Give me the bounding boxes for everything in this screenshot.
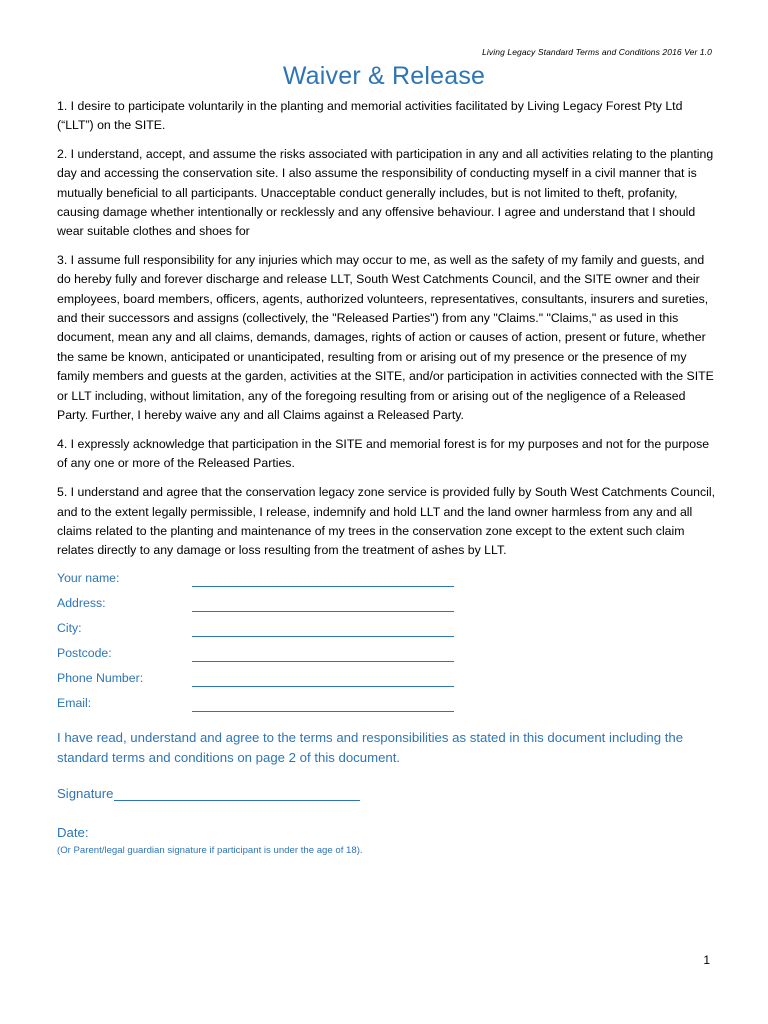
signature-block	[57, 786, 360, 801]
clause-4: 4. I expressly acknowledge that participation in the SITE and memorial forest is for my purposes and not for the purpose of any one or more of the Released Parties.	[57, 436, 710, 470]
clause-3: 3. I assume full responsibility for any injuries which may occur to me, as well as the safety of my family and guests, and do hereby fully and forever discharge and release LLT, South West Catchments Council, and the SITE owner and their employees, board members, officers, agents, authorized volunteers, representatives, consultants, insurers and sureties, and their successors and assigns (collectively, the "Released Parties") from any "Claims." "Claims," as used in this document, mean any and all claims, demands, damages, rights of action or causes of action, present or future, whether the same be known, anticipated or unanticipated, resulting from or arising out of my presence or the presence of my family members and guests at the garden, activities at the SITE, and/or participation in activities connected with the SITE or LLT including, without limitation, any of the foregoing resulting from or arising out of the negligence of a Released Party. Further, I hereby waive any and all Claims against a Released Party.	[57, 252, 714, 423]
page-number: 1	[703, 953, 710, 967]
date-label: Date:	[57, 825, 89, 840]
signature-label: Signature	[57, 786, 114, 801]
postcode-label: Postcode:	[57, 645, 112, 660]
form-row-email	[57, 690, 477, 715]
page-title: Waiver & Release	[282, 62, 486, 90]
name-field[interactable]	[192, 573, 454, 587]
form-row-phone	[57, 665, 477, 690]
signature-field[interactable]	[114, 786, 360, 801]
participant-form	[57, 565, 477, 715]
phone-label: Phone Number:	[57, 670, 144, 685]
email-label: Email:	[57, 695, 92, 710]
form-row-name	[57, 565, 477, 590]
form-row-city	[57, 615, 477, 640]
name-label: Your name:	[57, 570, 120, 585]
clause-2: 2. I understand, accept, and assume the risks associated with participation in any and all activities relating to the planting day and accessing the conservation site. I also assume the responsibility of conducting myself in a civil manner that is mutually beneficial to all participants. Unacceptable conduct generally includes, but is not limited to theft, profanity, causing damage whether intentionally or recklessly and any offensive behaviour. I agree and understand that I should wear suitable clothes and shoes for	[57, 146, 714, 239]
address-field[interactable]	[192, 598, 454, 612]
phone-field[interactable]	[192, 673, 454, 687]
header-version-note: Living Legacy Standard Terms and Conditions 2016 Ver 1.0	[482, 47, 712, 57]
email-field[interactable]	[192, 698, 454, 712]
city-label: City:	[57, 620, 82, 635]
address-label: Address:	[57, 595, 106, 610]
clauses-section	[57, 97, 717, 569]
city-field[interactable]	[192, 623, 454, 637]
form-row-postcode	[57, 640, 477, 665]
guardian-note: (Or Parent/legal guardian signature if participant is under the age of 18).	[57, 845, 363, 856]
clause-1: 1. I desire to participate voluntarily in the planting and memorial activities facilitated by Living Legacy Forest Pty Ltd (“LLT”) on the SITE.	[57, 99, 683, 133]
form-row-address	[57, 590, 477, 615]
postcode-field[interactable]	[192, 648, 454, 662]
clause-5: 5. I understand and agree that the conservation legacy zone service is provided fully by South West Catchments Council, and to the extent legally permissible, I release, indemnify and hold LLT and the land owner harmless from any and all claims related to the planting and maintenance of my trees in the conservation zone except to the extent such claim relates directly to any damage or loss resulting from the treatment of ashes by LLT.	[57, 485, 716, 557]
agreement-statement: I have read, understand and agree to the terms and responsibilities as stated in this document including the standard terms and conditions on page 2 of this document.	[57, 730, 684, 765]
